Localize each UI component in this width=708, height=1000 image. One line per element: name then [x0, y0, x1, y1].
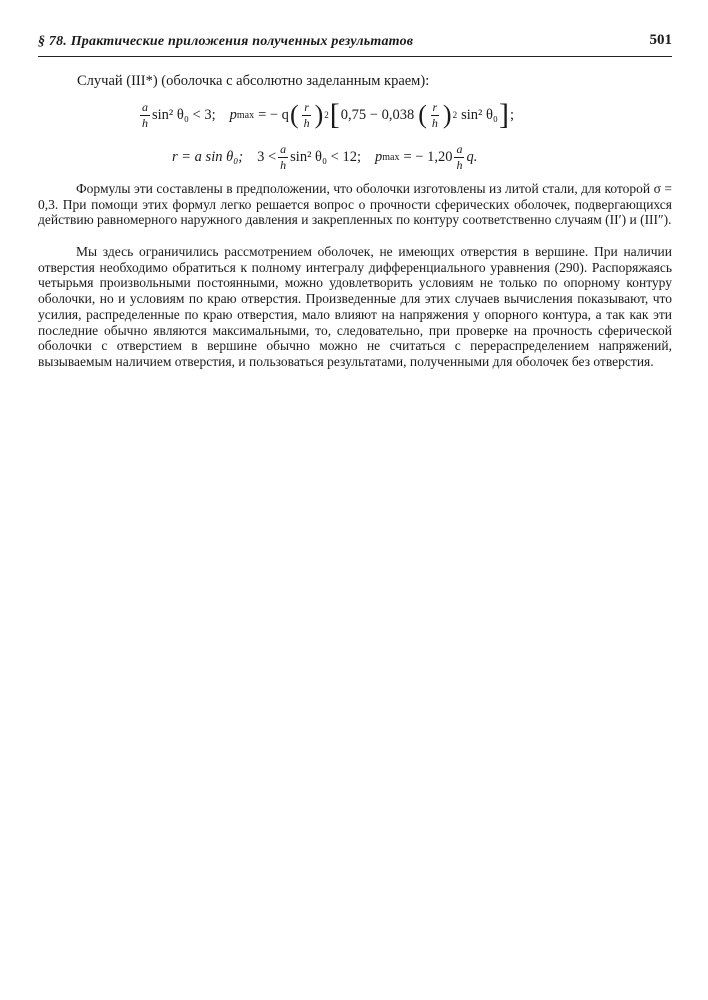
denominator: h: [280, 157, 287, 172]
fraction-r-over-h-2: [430, 101, 440, 130]
eq1-end: ;: [509, 106, 514, 123]
numerator: r: [432, 99, 438, 114]
eq1-coefficients: 0,75 − 0,038: [340, 106, 415, 123]
fraction-a-over-h-3: [454, 143, 464, 172]
denominator: h: [303, 115, 310, 130]
fraction-a-over-h: [140, 101, 150, 130]
exponent: 2: [324, 110, 329, 120]
eq2-condition: sin² θ₀ < 12;: [290, 148, 362, 165]
denominator: h: [456, 157, 463, 172]
exponent-2: 2: [452, 110, 458, 120]
eq2-radius: r = a sin θ₀;: [172, 148, 244, 165]
fraction-a-over-h-2: [278, 143, 288, 172]
eq2-equals: = − 1,20: [403, 148, 453, 165]
paragraph-2: Мы здесь ограничились рассмотрением оболочек, не имеющих отверстия в вершине. При наличии отверстия необходимо обратиться к полному интегралу дифференциального уравнения (290). Распоряжаясь четырьмя произвольными постоянными, можно удовлетворить условиям не только по опорному контуру оболочки, но и условиям по краю отверстия. Произведенные для этих случаев вычисления показывают, что усилия, распределенные по краю отверстия, мало влияют на напряжения у опорного контура, а так как эти последние обычно являются максимальными, то, следовательно, при проверке на прочность сферической оболочки с отверстием в вершине обычно можно не считаться с перераспределением напряжений, вызываемым наличием отверстия, и пользоваться результатами, полученными для оболочек без отверстия.: [38, 244, 672, 369]
running-title: § 78. Практические приложения полученных результатов: [38, 34, 414, 49]
page-header: [38, 34, 672, 57]
numerator: a: [456, 141, 463, 156]
numerator: r: [304, 99, 309, 114]
denominator: h: [142, 115, 148, 130]
eq1-sine-term: sin² θ₀: [461, 106, 498, 123]
equation-2: [172, 137, 477, 177]
eq1-equals: = − q: [258, 106, 289, 123]
paragraph-1: Формулы эти составлены в предположении, что оболочки изготовлены из литой стали, для которой σ = 0,3. При помощи этих формул легко решается вопрос о прочности сферических оболочек, подвергающихся действию равномерного наружного давления и закрепленных по контуру соответственно случаям (II′) и (III″).: [38, 181, 672, 228]
page-number: 501: [649, 32, 672, 48]
denominator: h: [431, 115, 438, 130]
p-subscript: max: [236, 109, 255, 121]
equation-1: $\frac{a}{h}$ sin² θ₀ < 3; p max = − q ( $\frac{r}{h}$ ) 2 [ 0,75 − 0,038 ( $\frac{r}{h}$ ) 2 sin² θ₀ ] ;: [142, 98, 514, 131]
eq2-end: q.: [466, 148, 478, 165]
eq1-condition: sin² θ₀ < 3;: [152, 106, 216, 123]
eq2-lower-bound: 3 <: [257, 148, 277, 165]
p-subscript-2: max: [382, 151, 400, 163]
numerator: a: [280, 141, 287, 156]
fraction-r-over-h: [302, 101, 312, 130]
p-symbol: p: [229, 106, 237, 123]
case-heading: Случай (III*) (оболочка с абсолютно заделанным краем):: [77, 73, 430, 89]
numerator: a: [142, 99, 148, 114]
p-symbol-2: p: [375, 148, 383, 165]
